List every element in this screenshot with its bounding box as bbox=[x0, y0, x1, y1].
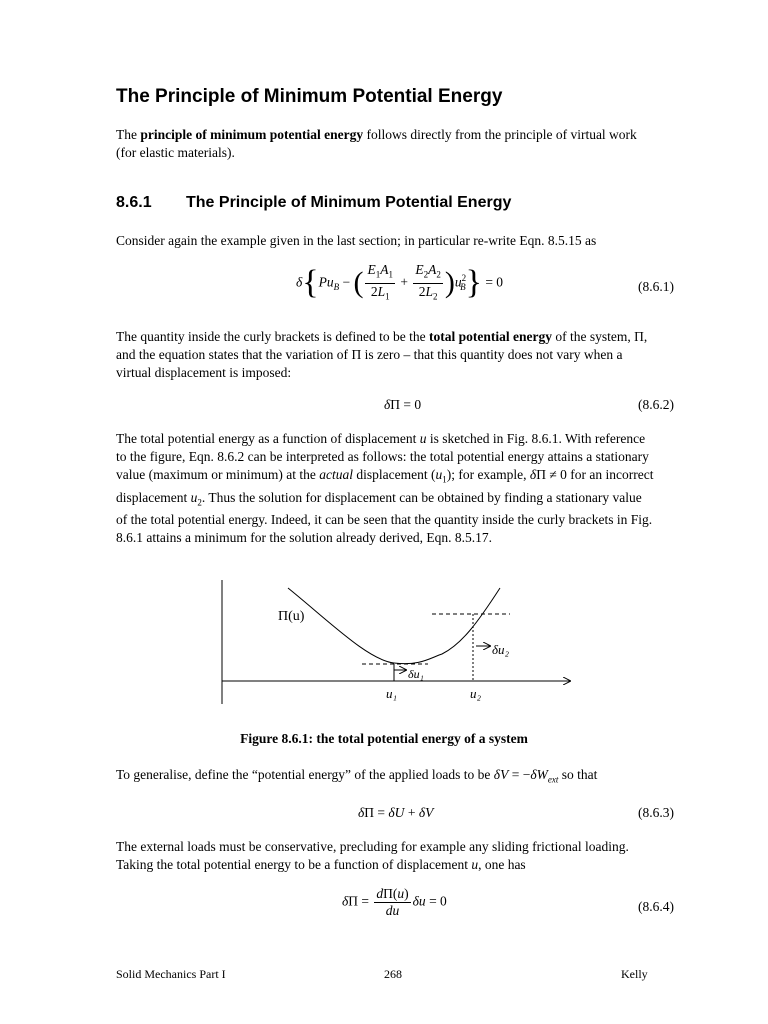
page-title: The Principle of Minimum Potential Energy bbox=[116, 86, 503, 107]
equation-8-6-2: δΠ = 0 bbox=[384, 397, 422, 412]
energy-curve bbox=[288, 588, 500, 664]
intro-paragraph: The principle of minimum potential energy follows directly from the principle of virtual work (for elastic materials). bbox=[116, 127, 637, 160]
equation-8-6-3: δΠ = δU + δV bbox=[358, 805, 434, 820]
potential-energy-figure bbox=[200, 574, 580, 714]
equation-label-4: (8.6.4) bbox=[638, 899, 674, 914]
footer-right: Kelly bbox=[621, 967, 648, 981]
paragraph-5: The external loads must be conservative, precluding for example any sliding frictional loading. Taking the total potential energy to be a function of displacement u, one has bbox=[116, 839, 629, 872]
u1-label: u₁ bbox=[386, 686, 398, 701]
equation-8-6-1: $\delta\{Pu_B$ − ( $\frac{E_1A_1}{2L_1}$ + $\frac{E_2A_2}{2L_2}$ )$u^2_B\} = 0$ bbox=[296, 262, 504, 302]
u2-label: u₂ bbox=[470, 686, 482, 701]
du1-label: δu₁ bbox=[408, 667, 424, 681]
equation-8-6-4: δΠ = $\frac{d\Pi(u)}{du}$ δu = 0 bbox=[342, 886, 447, 918]
paragraph-3: The total potential energy as a function of displacement u is sketched in Fig. 8.6.1. With reference to the figure, Eqn. 8.6.2 can be interpreted as follows: the total potential energy attains a stationary value (maximum or minimum) at the actual displacement $(u_1)$; for example, δΠ ≠ 0 for an incorrect displacement $u_2$. Thus the solution for displacement can be obtained by finding a stationary value of the total potential energy. Indeed, it can be seen that the quantity inside the curly brackets in Fig. 8.6.1 attains a minimum for the solution already derived, Eqn. 8.5.17. bbox=[116, 431, 654, 546]
figure-caption: Figure 8.6.1: the total potential energy of a system bbox=[240, 731, 528, 746]
section-number: 8.6.1 bbox=[116, 194, 152, 211]
du2-label: δu₂ bbox=[492, 642, 510, 657]
equation-label-1: (8.6.1) bbox=[638, 279, 674, 294]
curve-label: Π(u) bbox=[278, 609, 305, 624]
section-heading bbox=[116, 194, 511, 212]
intro-bold-term: principle of minimum potential energy bbox=[140, 127, 364, 142]
paragraph-1: Consider again the example given in the last section; in particular re-write Eqn. 8.5.15 as bbox=[116, 233, 597, 248]
footer-left: Solid Mechanics Part I bbox=[116, 967, 226, 981]
paragraph-4: To generalise, define the “potential energy” of the applied loads to be $\delta V = -\delta W_{ext}$ so that bbox=[116, 767, 598, 785]
section-title: The Principle of Minimum Potential Energy bbox=[186, 194, 512, 211]
equation-label-2: (8.6.2) bbox=[638, 397, 674, 412]
page-number: 268 bbox=[384, 967, 402, 981]
paragraph-2: The quantity inside the curly brackets is defined to be the total potential energy of the system, Π, and the equation states that the variation of Π is zero – that this quantity does not vary when a virtual displacement is imposed: bbox=[116, 329, 648, 380]
equation-label-3: (8.6.3) bbox=[638, 805, 674, 820]
